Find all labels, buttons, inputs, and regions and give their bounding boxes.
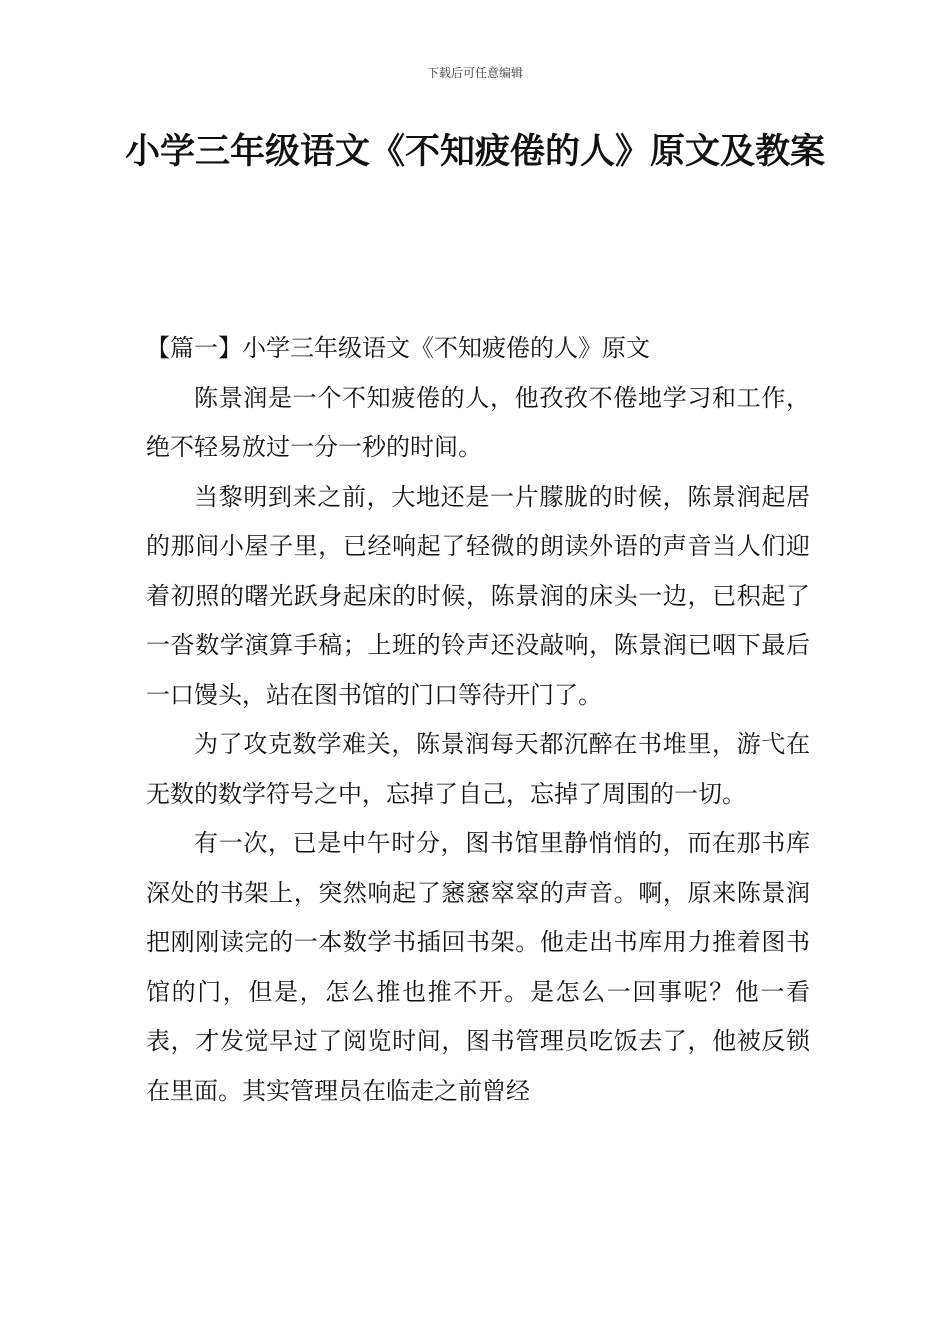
paragraph-2: 当黎明到来之前，大地还是一片朦胧的时候，陈景润起居的那间小屋子里，已经响起了轻微的朗读外语的声音当人们迎着初照的曙光跃身起床的时候，陈景润的床头一边，已积起了一沓数学演算手稿；上班的铃声还没敲响，陈景润已咽下最后一口馒头，站在图书馆的门口等待开门了。 bbox=[146, 482, 810, 709]
section-heading: 【篇一】小学三年级语文《不知疲倦的人》原文 bbox=[146, 334, 650, 362]
document-title: 小学三年级语文《不知疲倦的人》原文及教案 bbox=[124, 132, 825, 172]
paragraph-1: 陈景润是一个不知疲倦的人，他孜孜不倦地学习和工作，绝不轻易放过一分一秒的时间。 bbox=[146, 383, 810, 461]
header-note: 下载后可任意编辑 bbox=[426, 66, 523, 80]
paragraph-3: 为了攻克数学难关，陈景润每天都沉醉在书堆里，游弋在无数的数学符号之中，忘掉了自己，忘掉了周围的一切。 bbox=[146, 730, 810, 808]
document-body bbox=[146, 324, 810, 1116]
paragraph-4: 有一次，已是中午时分，图书馆里静悄悄的，而在那书库深处的书架上，突然响起了窸窸窣窣的声音。啊，原来陈景润把刚刚读完的一本数学书插回书架。他走出书库用力推着图书馆的门，但是，怎么推也推不开。是怎么一回事呢？他一看表，才发觉早过了阅览时间，图书管理员吃饭去了，他被反锁在里面。其实管理员在临走之前曾经 bbox=[146, 829, 810, 1105]
